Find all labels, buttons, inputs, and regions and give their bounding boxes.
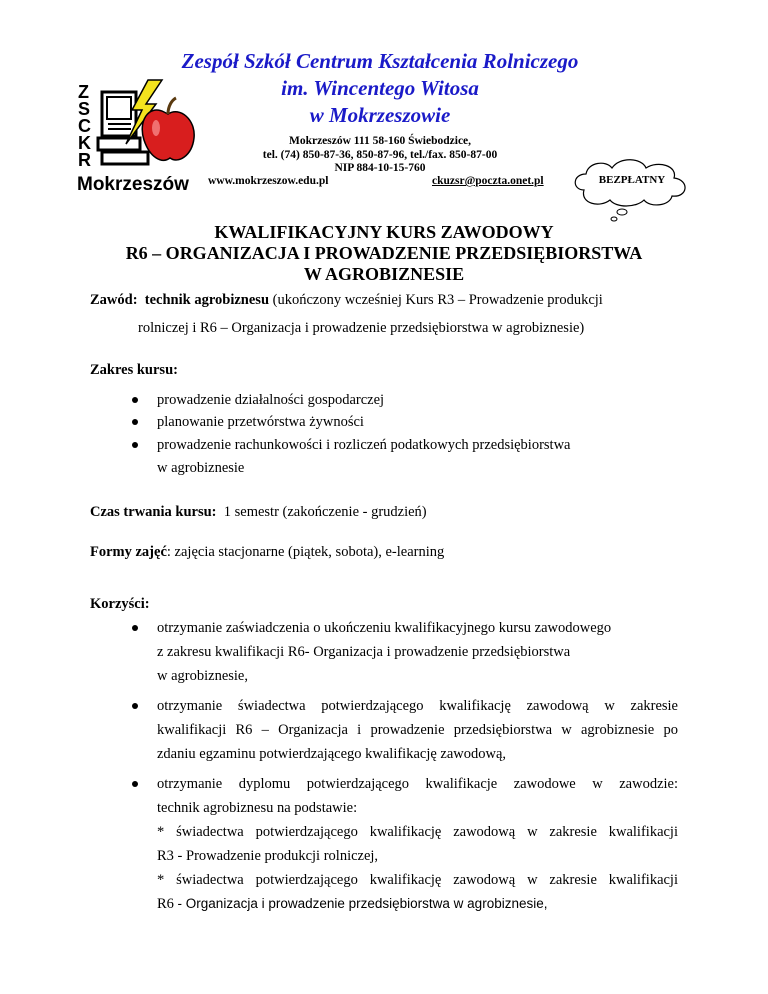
logo-letter: S	[78, 99, 91, 119]
list-item-cont: zdaniu egzaminu potwierdzającego kwalifikację zawodową,	[157, 746, 507, 762]
school-name-line3: w Mokrzeszowie	[309, 103, 451, 127]
list-item-cont: w agrobiznesie,	[157, 668, 248, 684]
free-badge	[566, 150, 696, 222]
duration-label: Czas trwania kursu:	[90, 504, 217, 520]
list-item-cont: technik agrobiznesu na podstawie:	[157, 800, 358, 816]
forms-label: Formy zajęć	[90, 544, 167, 560]
list-item: otrzymanie dyplomu potwierdzającego kwalifikacje zawodowe w zawodzie:	[157, 774, 678, 794]
list-item: otrzymanie świadectwa potwierdzającego kwalifikację zawodową w zakresie	[157, 696, 678, 716]
logo-letter: K	[78, 133, 91, 153]
email-link[interactable]: ckuzsr@poczta.onet.pl	[432, 175, 544, 187]
address: Mokrzeszów 111 58-160 Świebodzice,	[288, 135, 472, 147]
profession-name: technik agrobiznesu	[144, 292, 270, 308]
list-item-cont: z zakresu kwalifikacji R6- Organizacja i prowadzenie przedsiębiorstwa	[157, 644, 571, 660]
website-link[interactable]: www.mokrzeszow.edu.pl	[208, 175, 329, 187]
list-item: prowadzenie działalności gospodarczej	[157, 390, 677, 410]
cloud-icon	[566, 150, 696, 222]
list-item: prowadzenie rachunkowości i rozliczeń podatkowych przedsiębiorstwa	[157, 435, 697, 455]
scope-label: Zakres kursu:	[90, 362, 178, 378]
nip: NIP 884-10-15-760	[334, 162, 426, 174]
list-item: planowanie przetwórstwa żywności	[157, 412, 677, 432]
qualification-name: - Organizacja i prowadzenie przedsiębiorstwa w agrobiznesie,	[177, 896, 548, 911]
logo-letter: Z	[78, 82, 89, 102]
list-item: otrzymanie zaświadczenia o ukończeniu kwalifikacyjnego kursu zawodowego	[157, 618, 677, 638]
list-item-cont: * świadectwa potwierdzającego kwalifikację zawodową w zakresie kwalifikacji	[157, 872, 678, 888]
benefits-label: Korzyści:	[90, 596, 150, 612]
course-title-line2: R6 – ORGANIZACJA I PROWADZENIE PRZEDSIĘBIORSTWA	[125, 243, 643, 263]
qualification-code: R6	[157, 896, 178, 912]
school-name-line2: im. Wincentego Witosa	[281, 76, 479, 100]
logo-letter: C	[78, 116, 91, 136]
list-item-cont: * świadectwa potwierdzającego kwalifikację zawodową w zakresie kwalifikacji	[157, 824, 678, 840]
list-item-cont: R3 - Prowadzenie produkcji rolniczej,	[157, 848, 379, 864]
free-badge-label: BEZPŁATNY	[598, 174, 666, 186]
forms	[90, 542, 690, 562]
school-name-line1: Zespół Szkół Centrum Kształcenia Rolniczego	[181, 49, 579, 73]
duration	[90, 502, 690, 522]
forms-value: : zajęcia stacjonarne (piątek, sobota), e-learning	[166, 544, 445, 560]
course-title-line1: KWALIFIKACYJNY KURS ZAWODOWY	[214, 222, 554, 242]
course-title-line3: W AGROBIZNESIE	[303, 264, 465, 284]
logo-letter: R	[78, 150, 91, 170]
logo-letters	[78, 84, 98, 169]
profession	[90, 290, 730, 310]
profession-label: Zawód:	[90, 292, 138, 308]
profession-note-cont: rolniczej i R6 – Organizacja i prowadzenie przedsiębiorstwa w agrobiznesie)	[138, 320, 585, 336]
profession-note: (ukończony wcześniej Kurs R3 – Prowadzenie produkcji	[269, 292, 603, 308]
duration-value: 1 semestr (zakończenie - grudzień)	[223, 504, 427, 520]
list-item-cont	[157, 894, 697, 914]
logo-word: Mokrzeszów	[77, 174, 189, 195]
list-item-cont: w agrobiznesie	[157, 460, 245, 476]
list-item-cont: kwalifikacji R6 – Organizacja i prowadzenie przedsiębiorstwa w agrobiznesie po	[157, 722, 678, 738]
phone: tel. (74) 850-87-36, 850-87-96, tel./fax. 850-87-00	[262, 149, 498, 161]
